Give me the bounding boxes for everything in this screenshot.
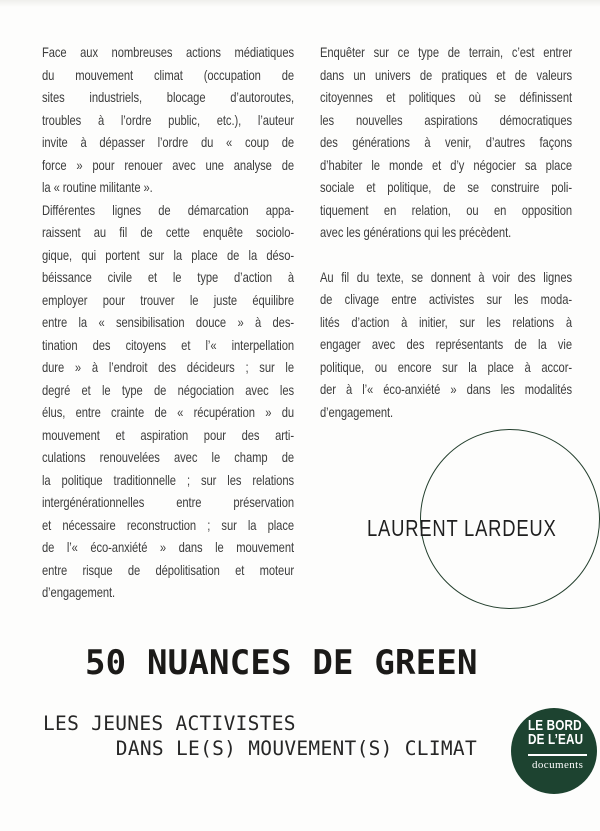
publisher-imprint: documents bbox=[532, 758, 584, 771]
text-line: la « routine militante ». bbox=[42, 179, 153, 195]
blurb-left-column bbox=[42, 41, 294, 604]
text-line: sociale et politique, de se construire poli- bbox=[320, 179, 572, 195]
text-line: béissance civile et le type d’action à bbox=[42, 269, 294, 285]
text-line: du mouvement climat (occupation de bbox=[42, 66, 294, 83]
text-line: troubles à l’ordre public, etc.), l’auteur bbox=[42, 111, 294, 128]
text-line: avec les générations qui les précèdent. bbox=[320, 224, 512, 240]
text-line: et nécessaire reconstruction ; sur la place bbox=[42, 516, 294, 533]
subtitle-line-2: DANS LE(S) MOUVEMENT(S) CLIMAT bbox=[115, 737, 477, 760]
paragraph bbox=[42, 41, 294, 199]
text-line: Enquêter sur ce type de terrain, c’est entrer bbox=[320, 44, 572, 60]
text-line: employer pour trouver le juste équilibre bbox=[42, 291, 294, 308]
blurb-right-column bbox=[320, 41, 572, 423]
text-line: politique, ou encore sur la place à accor- bbox=[320, 358, 572, 375]
publisher-name-line-2: DE L’EAU bbox=[528, 730, 584, 748]
text-line: mouvement et aspiration pour des arti- bbox=[42, 426, 294, 443]
text-line: invite à dépasser l’ordre du « coup de bbox=[42, 134, 294, 150]
text-line: des générations à venir, d’autres façons bbox=[320, 134, 572, 150]
text-line: gique, qui portent sur la place de la déso- bbox=[42, 246, 294, 263]
text-line: engager avec des représentants de la vie bbox=[320, 336, 572, 352]
text-line: entre risque de dépolitisation et moteur bbox=[42, 561, 294, 578]
text-line: dans un univers de pratiques et de valeurs bbox=[320, 66, 572, 83]
paragraph bbox=[320, 41, 572, 244]
text-line: raissent au fil de cette enquête sociolo- bbox=[42, 224, 294, 240]
text-line: der à l’« éco-anxiété » dans les modalités bbox=[320, 381, 572, 397]
text-line: tiquement en relation, ou en opposition bbox=[320, 201, 572, 218]
book-subtitle bbox=[43, 711, 477, 761]
text-line: tination des citoyens et l’« interpellation bbox=[42, 336, 294, 353]
text-line: de clivage entre activistes sur les moda- bbox=[320, 291, 572, 307]
text-line: intergénérationnelles entre préservation bbox=[42, 494, 294, 510]
paragraph bbox=[320, 266, 572, 424]
text-line: d’engagement. bbox=[42, 584, 116, 600]
publisher-name bbox=[528, 719, 582, 746]
page-top-edge-shade bbox=[0, 0, 600, 7]
text-line: Au fil du texte, se donnent à voir des lignes bbox=[320, 268, 572, 285]
publisher-name-line-1: LE BORD bbox=[528, 717, 582, 734]
publisher-logo-badge bbox=[511, 708, 597, 794]
text-line: élus, entre crainte de « récupération » du bbox=[42, 404, 294, 420]
book-title: 50 NUANCES DE GREEN bbox=[85, 643, 478, 683]
text-line: entre la « sensibilisation douce » à des- bbox=[42, 314, 294, 330]
text-line: Face aux nombreuses actions médiatiques bbox=[42, 44, 294, 60]
text-line: lités d’action à initier, sur les relations à bbox=[320, 313, 572, 330]
text-line: degré et le type de négociation avec les bbox=[42, 381, 294, 398]
paragraph bbox=[42, 199, 294, 604]
text-line: de l’« éco-anxiété » dans le mouvement bbox=[42, 539, 294, 555]
text-line: sites industriels, blocage d’autoroutes, bbox=[42, 89, 294, 105]
text-line: Différentes lignes de démarcation appa- bbox=[42, 201, 294, 218]
text-line: dure » à l’endroit des décideurs ; sur le bbox=[42, 359, 294, 375]
text-line: force » pour renouer avec une analyse de bbox=[42, 156, 294, 173]
text-line: la politique traditionnelle ; sur les relations bbox=[42, 471, 294, 488]
text-line: d’engagement. bbox=[320, 403, 394, 420]
publisher-logo-divider bbox=[528, 754, 587, 756]
text-line: d’habiter le monde et d’y négocier sa place bbox=[320, 156, 572, 173]
text-line: les nouvelles aspirations démocratiques bbox=[320, 111, 572, 128]
text-line: citoyennes et politiques où se définissent bbox=[320, 89, 572, 105]
text-line: culations renouvelées avec le champ de bbox=[42, 449, 294, 465]
subtitle-line-1: LES JEUNES ACTIVISTES bbox=[43, 712, 296, 735]
author-name: LAURENT LARDEUX bbox=[367, 515, 557, 541]
